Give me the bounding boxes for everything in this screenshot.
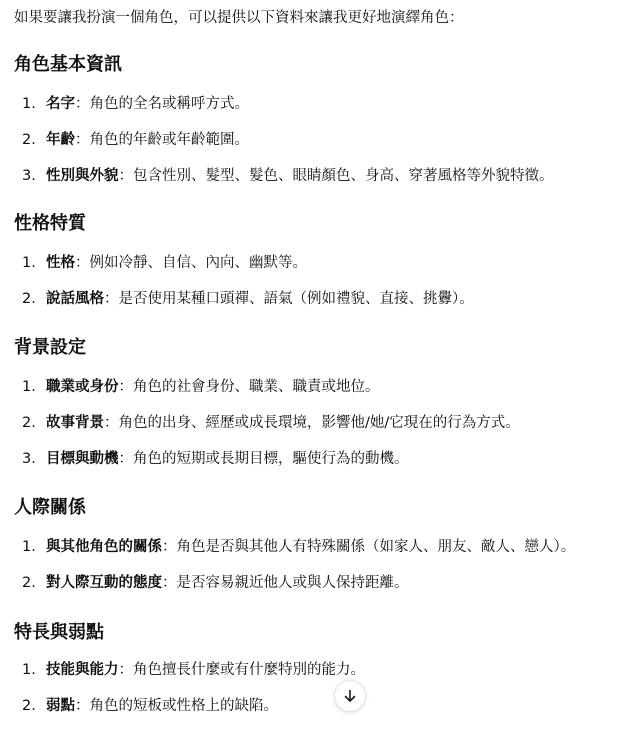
section-relationships xyxy=(14,495,638,607)
item-term: 名字 xyxy=(46,96,75,112)
item-text xyxy=(46,164,554,188)
item-number: 1. xyxy=(22,379,36,395)
item-list xyxy=(14,251,638,323)
section-heading: 特長與弱點 xyxy=(14,622,104,643)
list-item xyxy=(14,658,638,694)
item-text xyxy=(46,92,249,116)
item-desc: ：角色的年齡或年齡範圍。 xyxy=(75,132,249,148)
section-heading: 人際關係 xyxy=(14,497,86,518)
item-term: 目標與動機 xyxy=(46,451,119,467)
item-desc: ：是否容易親近他人或與人保持距離。 xyxy=(162,575,409,591)
item-desc: ：是否使用某種口頭禪、語氣（例如禮貌、直接、挑釁）。 xyxy=(104,291,474,307)
list-item xyxy=(14,375,638,411)
list-item xyxy=(14,164,638,200)
list-item xyxy=(14,128,638,164)
item-term: 技能與能力 xyxy=(46,662,119,678)
item-desc: ：角色的短期或長期目標，驅使行為的動機。 xyxy=(118,451,409,467)
item-text xyxy=(46,658,365,682)
item-text xyxy=(46,447,409,471)
section-heading: 角色基本資訊 xyxy=(14,54,122,75)
item-number: 1. xyxy=(22,96,36,112)
item-term: 年齡 xyxy=(46,132,75,148)
section-heading: 背景設定 xyxy=(14,337,86,358)
section-strengths-weaknesses xyxy=(14,620,638,730)
item-desc: ：角色的全名或稱呼方式。 xyxy=(75,96,249,112)
item-list xyxy=(14,375,638,483)
item-desc: ：例如冷靜、自信、內向、幽默等。 xyxy=(75,255,307,271)
section-basic-info xyxy=(14,52,638,200)
arrow-down-icon xyxy=(342,688,358,704)
item-text xyxy=(46,535,575,559)
item-list xyxy=(14,658,638,730)
section-personality xyxy=(14,211,638,323)
item-number: 2. xyxy=(22,291,36,307)
item-term: 對人際互動的態度 xyxy=(46,575,162,591)
item-number: 3. xyxy=(22,451,36,467)
item-text xyxy=(46,128,249,152)
list-item xyxy=(14,251,638,287)
item-term: 與其他角色的關係 xyxy=(46,539,162,555)
item-term: 職業或身份 xyxy=(46,379,119,395)
item-desc: ：角色是否與其他人有特殊關係（如家人、朋友、敵人、戀人）。 xyxy=(162,539,576,555)
item-list xyxy=(14,535,638,607)
item-number: 1. xyxy=(22,539,36,555)
item-desc: ：角色的短板或性格上的缺陷。 xyxy=(75,698,278,714)
item-list xyxy=(14,92,638,200)
item-number: 3. xyxy=(22,168,36,184)
item-text xyxy=(46,411,520,435)
item-desc: ：角色的社會身份、職業、職責或地位。 xyxy=(118,379,380,395)
list-item xyxy=(14,447,638,483)
item-text xyxy=(46,375,380,399)
item-number: 2. xyxy=(22,415,36,431)
item-term: 弱點 xyxy=(46,698,75,714)
list-item xyxy=(14,92,638,128)
item-desc: ：角色的出身、經歷或成長環境，影響他/她/它現在的行為方式。 xyxy=(104,415,520,431)
item-term: 性別與外貌 xyxy=(46,168,119,184)
intro-text: 如果要讓我扮演一個角色，可以提供以下資料來讓我更好地演繹角色： xyxy=(14,10,464,26)
item-number: 2. xyxy=(22,132,36,148)
item-number: 1. xyxy=(22,662,36,678)
item-term: 說話風格 xyxy=(46,291,104,307)
item-desc: ：角色擅長什麼或有什麼特別的能力。 xyxy=(118,662,365,678)
item-term: 性格 xyxy=(46,255,75,271)
item-text xyxy=(46,251,307,275)
list-item xyxy=(14,694,638,730)
item-number: 2. xyxy=(22,698,36,714)
item-number: 2. xyxy=(22,575,36,591)
item-text xyxy=(46,571,409,595)
list-item xyxy=(14,535,638,571)
section-heading: 性格特質 xyxy=(14,213,86,234)
list-item xyxy=(14,287,638,323)
item-number: 1. xyxy=(22,255,36,271)
section-background xyxy=(14,335,638,483)
scroll-to-bottom-button[interactable] xyxy=(334,680,366,712)
item-text xyxy=(46,287,474,311)
list-item xyxy=(14,571,638,607)
item-term: 故事背景 xyxy=(46,415,104,431)
list-item xyxy=(14,411,638,447)
item-text xyxy=(46,694,278,718)
item-desc: ：包含性別、髮型、髮色、眼睛顏色、身高、穿著風格等外貌特徵。 xyxy=(118,168,554,184)
